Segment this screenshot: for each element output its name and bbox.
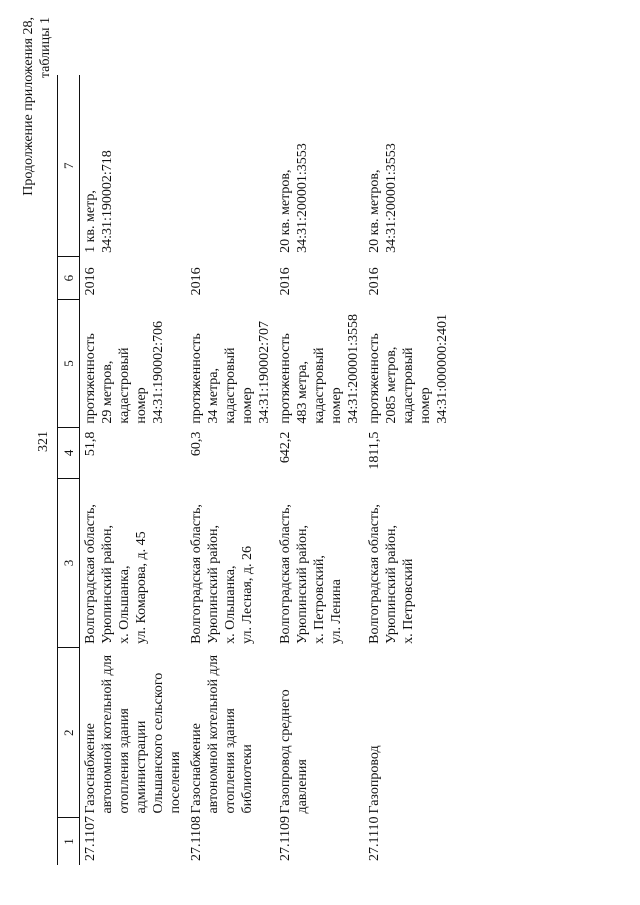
object-characteristics: протяженность 2085 метров, кадастровый номер 34:31:000000:2401: [367, 313, 450, 424]
column-header: 3: [58, 478, 80, 648]
object-address: Волгоградская область, Урюпинский район, х. Ольшанка, ул. Лесная, д. 26: [189, 504, 255, 644]
object-name: Газопровод среднего давления: [278, 689, 310, 814]
column-header: 4: [58, 428, 80, 479]
continuation-line-2: таблицы 1: [38, 17, 53, 79]
table-row: [186, 75, 275, 865]
object-note: 20 кв. метров, 34:31:200001:3553: [367, 143, 399, 253]
object-year: 2016: [83, 267, 98, 296]
table-row: [364, 75, 453, 865]
object-note: 1 кв. метр, 34:31:190002:718: [83, 150, 115, 253]
column-header: 1: [58, 818, 80, 865]
object-address: Волгоградская область, Урюпинский район, х. Петровский, ул. Ленина: [278, 504, 344, 644]
item-number: 27.1108: [189, 816, 204, 861]
object-note: [186, 75, 275, 257]
object-characteristics: протяженность 29 метров, кадастровый номер 34:31:190002:706: [83, 320, 166, 424]
object-name: Газопровод: [367, 745, 382, 814]
object-area: 642,2: [278, 431, 293, 464]
object-year: 2016: [189, 267, 204, 296]
continuation-line-1: Продолжение приложения 28,: [21, 17, 36, 196]
column-header: 6: [58, 257, 80, 299]
object-area: 60,3: [189, 431, 204, 457]
object-note: 20 кв. метров, 34:31:200001:3553: [278, 143, 310, 253]
object-name: Газоснабжение автономной котельной для отопления здания администрации Ольшанского сельского поселения: [83, 654, 183, 814]
object-name: Газоснабжение автономной котельной для отопления здания библиотеки: [189, 654, 255, 814]
item-number: 27.1110: [367, 816, 382, 861]
item-number: 27.1109: [278, 816, 293, 861]
column-header: 5: [58, 299, 80, 427]
column-number-header-row: [58, 75, 80, 865]
object-characteristics: протяженность 34 метра, кадастровый номер 34:31:190002:707: [189, 320, 272, 424]
column-header: 2: [58, 648, 80, 818]
property-table: [57, 75, 453, 865]
object-year: 2016: [367, 267, 382, 296]
page-number: 321: [36, 431, 51, 452]
object-address: Волгоградская область, Урюпинский район, х. Петровский: [367, 504, 416, 644]
object-characteristics: протяженность 483 метра, кадастровый номер 34:31:200001:3558: [278, 313, 361, 424]
object-area: 51,8: [83, 431, 98, 457]
column-header: 7: [58, 75, 80, 257]
object-address: Волгоградская область, Урюпинский район, х. Ольшанка, ул. Комарова, д. 45: [83, 504, 149, 644]
object-area: 1811,5: [367, 431, 382, 470]
item-number: 27.1107: [83, 816, 98, 861]
object-year: 2016: [278, 267, 293, 296]
continuation-heading: [20, 17, 54, 227]
table-row: [275, 75, 364, 865]
table-row: [80, 75, 187, 865]
